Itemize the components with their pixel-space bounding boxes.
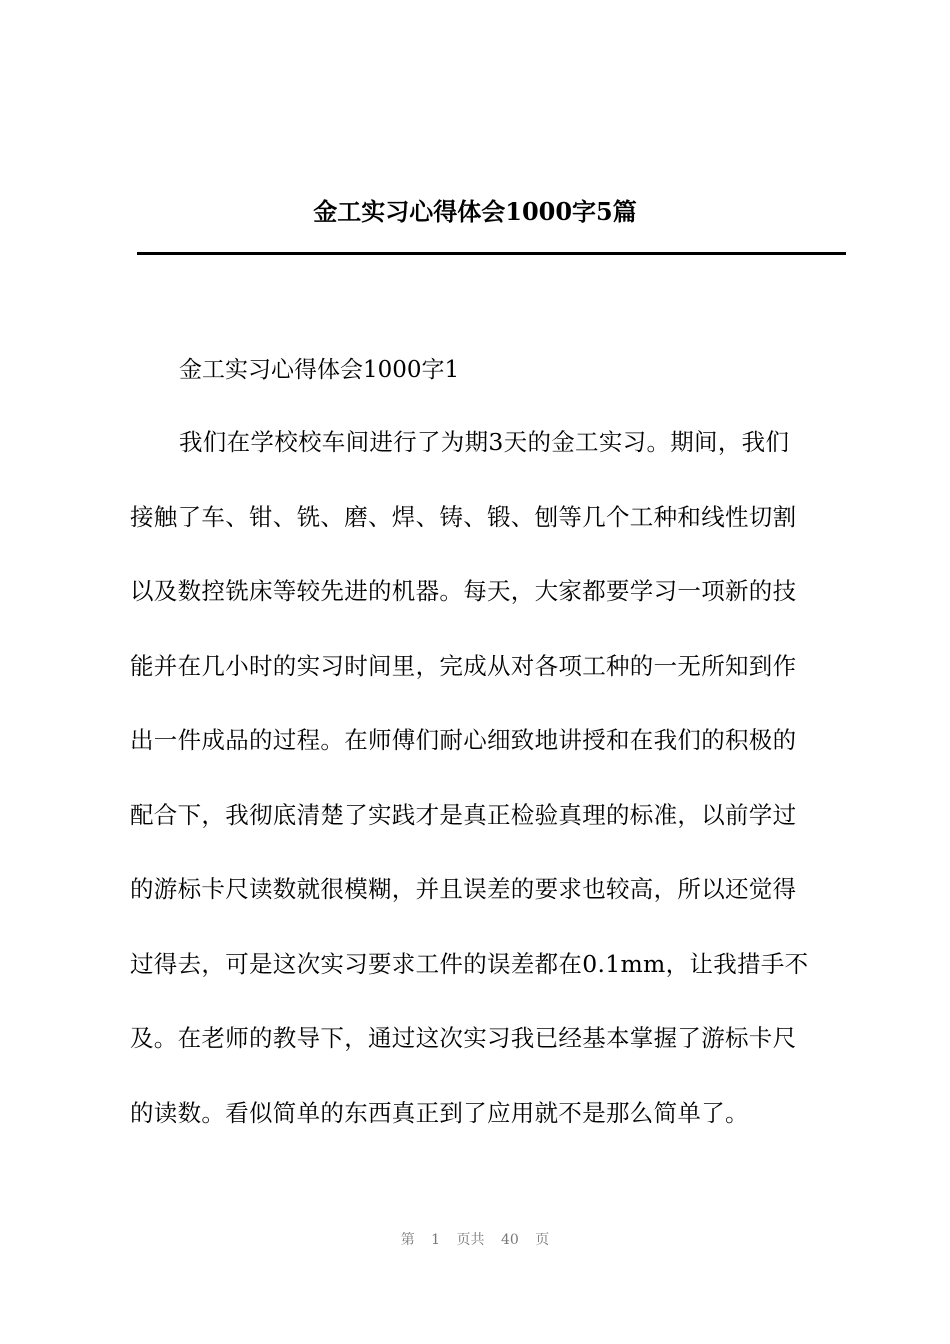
- document-title: 金工实习心得体会1000字5篇: [313, 197, 637, 226]
- paragraph-line: 能并在几小时的实习时间里，完成从对各项工种的一无所知到作: [130, 651, 797, 680]
- body-paragraph: [130, 422, 842, 1167]
- paragraph-line: 及。在老师的教导下，通过这次实习我已经基本掌握了游标卡尺: [130, 1024, 797, 1052]
- page-footer: 第 1 页共 40 页: [400, 1232, 550, 1248]
- paragraph-line: 过得去，可是这次实习要求工件的误差都在0.1mm，让我措手不: [130, 949, 809, 978]
- paragraph-line: 接触了车、钳、铣、磨、焊、铸、锻、刨等几个工种和线性切割: [130, 502, 797, 531]
- paragraph-line: 的游标卡尺读数就很模糊，并且误差的要求也较高，所以还觉得: [130, 875, 797, 903]
- paragraph-line: 配合下，我彻底清楚了实践才是真正检验真理的标准，以前学过: [130, 800, 797, 829]
- paragraph-line: 以及数控铣床等较先进的机器。每天，大家都要学习一项新的技: [130, 577, 797, 605]
- paragraph-line: 出一件成品的过程。在师傅们耐心细致地讲授和在我们的积极的: [130, 726, 797, 754]
- title-underline: [137, 252, 846, 255]
- paragraph-line: 我们在学校校车间进行了为期3天的金工实习。期间，我们: [179, 428, 790, 456]
- paragraph-line: 的读数。看似简单的东西真正到了应用就不是那么简单了。: [130, 1098, 749, 1127]
- section-heading: 金工实习心得体会1000字1: [179, 357, 460, 383]
